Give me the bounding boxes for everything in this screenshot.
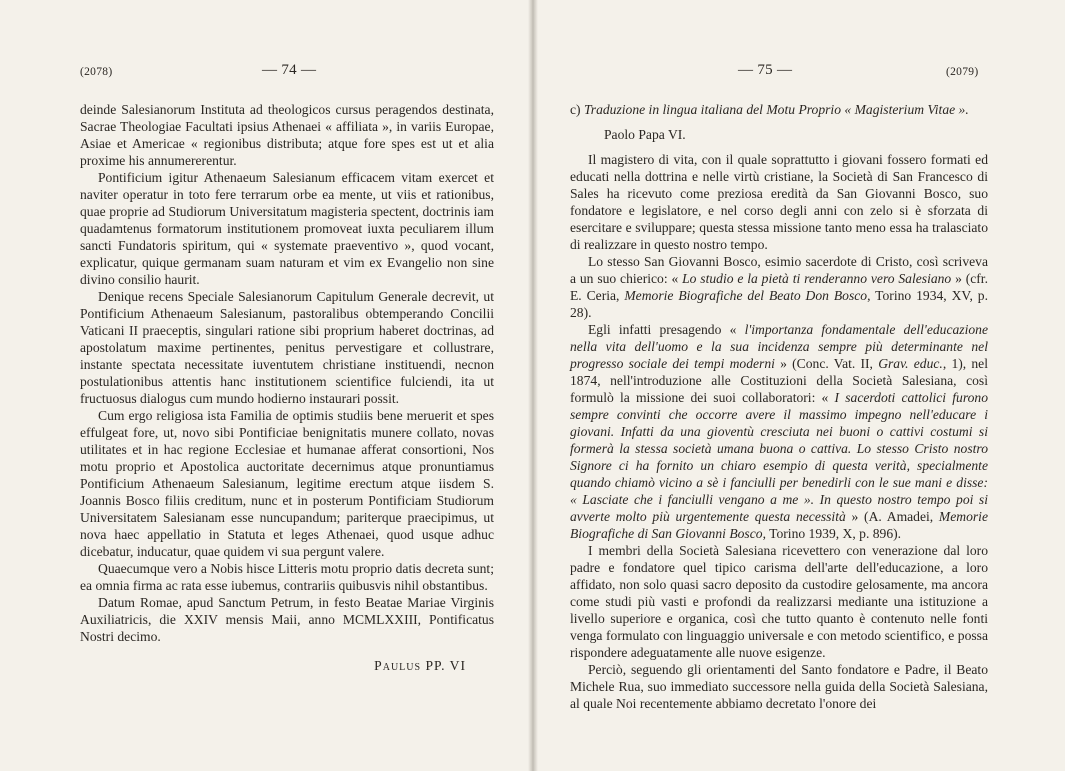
salutation: Paolo Papa VI.	[604, 127, 686, 142]
signature-name: Paulus	[374, 658, 422, 673]
left-body	[80, 101, 494, 674]
left-page-number: — 74 —	[262, 62, 317, 78]
text-run: , Torino 1939, X, p. 896).	[762, 526, 902, 541]
right-paragraph: Il magistero di vita, con il quale soprattutto i giovani fossero formati ed educati nella dottrina e nelle virtù cristiane, la Società di San Francesco di Sales ha ricevuto come preziosa eredità da San Giovanni Bosco, suo fondatore e legislatore, e nel corso degli anni con zelo si è sforzata di esercitare e sviluppare; questa stessa missione tanto meno essa ha tralasciato di realizzare in questo nostro tempo.	[570, 152, 988, 252]
italic-run: Memorie Biografiche del Beato Don Bosco	[624, 288, 868, 303]
right-paragraph	[570, 321, 988, 542]
left-paragraph: Pontificium igitur Athenaeum Salesianum efficacem vitam exercet et naviter operatur in toto fere terrarum orbe ea mente, ut viis et rationibus, quae proprie ad Studiorum Universitatum magisteria spectent, doctrinis iam quadamtenus formatorum institutionem promoveat iuxta peculiarem illum sancti Fundatoris spiritum, qui « systemate praeventivo », quod vocant, explicatur, quique germanam suam naturam et vim ex Evangelio non sine divino consilio haurit.	[80, 170, 494, 287]
left-paragraph: Quaecumque vero a Nobis hisce Litteris motu proprio datis decreta sunt; ea omnia firma ac rata esse iubemus, contrariis quibusvis nihil obstantibus.	[80, 561, 494, 593]
section-heading-prefix: c)	[570, 102, 584, 117]
left-paragraph: Datum Romae, apud Sanctum Petrum, in festo Beatae Mariae Virginis Auxiliatricis, die XXIV mensis Maii, anno MCMLXXIII, Pontificatus Nostri decimo.	[80, 595, 494, 644]
text-run: » (cfr. E. Ceria,	[570, 271, 988, 303]
left-paragraph: Denique recens Speciale Salesianorum Capitulum Generale decrevit, ut Pontificium Athenaeum Salesianum, pastoralibus obtemperando Concilii Vaticani II praeceptis, singulari ratione sibi proprium haberet doctrinas, ad apostolatum maxime pertinentes, penitus pervestigare et collustrare, instante spectata necessitate iuventutem christiane instituendi, necnon postulationibus attentis hanc institutionem scientifice fulciendi, ita ut fructuosus dialogus cum mundo hodierno instaurari possit.	[80, 289, 494, 406]
italic-run: Grav. educ.	[878, 356, 943, 371]
book-gutter	[528, 0, 538, 771]
right-body	[570, 101, 988, 712]
right-paragraph: I membri della Società Salesiana ricevettero con venerazione dal loro padre e fondatore quel tipico carisma dell'arte dell'educazione, a loro affidato, non solo quasi sacro deposito da custodire gelosamente, ma ancora come studi più vasti e profondi da realizzarsi mediante una istituzione a livello superiore e organica, così che tutto quanto è contenuto nelle fonti venga formulato con linguaggio universale e con metodo scientifico, e possa rispondere adeguatamente alle nuove esigenze.	[570, 543, 988, 660]
italic-run: Memorie Biografiche di San Giovanni Bosco	[570, 509, 988, 541]
left-paragraph: deinde Salesianorum Instituta ad theologicos cursus peragendos destinata, Sacrae Theologiae Facultati ipsius Athenaei « affiliata », in variis Europae, Asiae et Americae « regionibus distributa; atque fore spes est ut et alia proxime his annumererentur.	[80, 102, 494, 168]
left-paragraph: Cum ergo religiosa ista Familia de optimis studiis bene meruerit et spes effulgeat fore, ut, novo sibi Pontificiae benignitatis munere collato, novas utilitates et in hac regione Ecclesiae et humanae afferat consortioni, Nos motu proprio et Apostolica auctoritate decernimus atque pronuntiamus Pontificium Athenaeum Salesianum, legitime erectum atque iisdem S. Joannis Bosco filiis creditum, nunc et in posterum Pontificiam Studiorum Universitatem Salesianam esse nuncupandum; pariterque praecipimus, ut nova haec appellatio in Statuta et leges Athenaei, quod usque adhuc dicebatur, inducatur, quae quidem vi sua pergunt valere.	[80, 408, 494, 559]
italic-run: I sacerdoti cattolici furono sempre convinti che occorre avere il massimo impegno nell'educare i giovani. Infatti da una gioventù cresciuta nei buoni o cattivi costumi si formerà la stessa società umana buona o cattiva. Lo stesso Cristo nostro Signore ci ha fornito un chiaro esempio di questa verità, specialmente quando chiamò vicino a sè i fanciulli per benedirli con le sue mani e disse: « Lasciate che i fanciulli vengano a me ». In questo nostro tempo poi si avverte molto più urgentemente questa necessità	[570, 390, 988, 524]
signature	[80, 657, 494, 674]
right-page-number: — 75 —	[738, 62, 793, 78]
italic-run: Lo studio e la pietà ti renderanno vero Salesiano	[682, 271, 952, 286]
text-run: » (A. Amadei,	[845, 509, 939, 524]
text-run: , 1), nel 1874, nell'introduzione alle Costituzioni della Società Salesiana, così formulò la missione dei suoi collaboratori: «	[570, 356, 988, 405]
right-paragraph	[570, 253, 988, 321]
text-run: » (Conc. Vat. II,	[774, 356, 879, 371]
section-heading	[570, 101, 988, 118]
text-run: Lo stesso San Giovanni Bosco, esimio sacerdote di Cristo, così scriveva a un suo chierico: «	[570, 254, 988, 286]
text-run: Egli infatti presagendo «	[588, 322, 745, 337]
left-running-number: (2078)	[80, 66, 113, 78]
right-running-number: (2079)	[946, 66, 979, 78]
text-run: , Torino 1934, XV, p. 28).	[570, 288, 988, 320]
right-paragraph: Perciò, seguendo gli orientamenti del Santo fondatore e Padre, il Beato Michele Rua, suo immediato successore nella guida della Società Salesiana, al quale Noi recentemente abbiamo decretato l'onore dei	[570, 662, 988, 711]
signature-title: PP. VI	[425, 658, 466, 673]
italic-run: l'importanza fondamentale dell'educazione nella vita dell'uomo e la sua incidenza sempre più determinante nel progresso sociale dei tempi moderni	[570, 322, 988, 371]
section-heading-title: Traduzione in lingua italiana del Motu Proprio « Magisterium Vitae ».	[583, 102, 969, 117]
